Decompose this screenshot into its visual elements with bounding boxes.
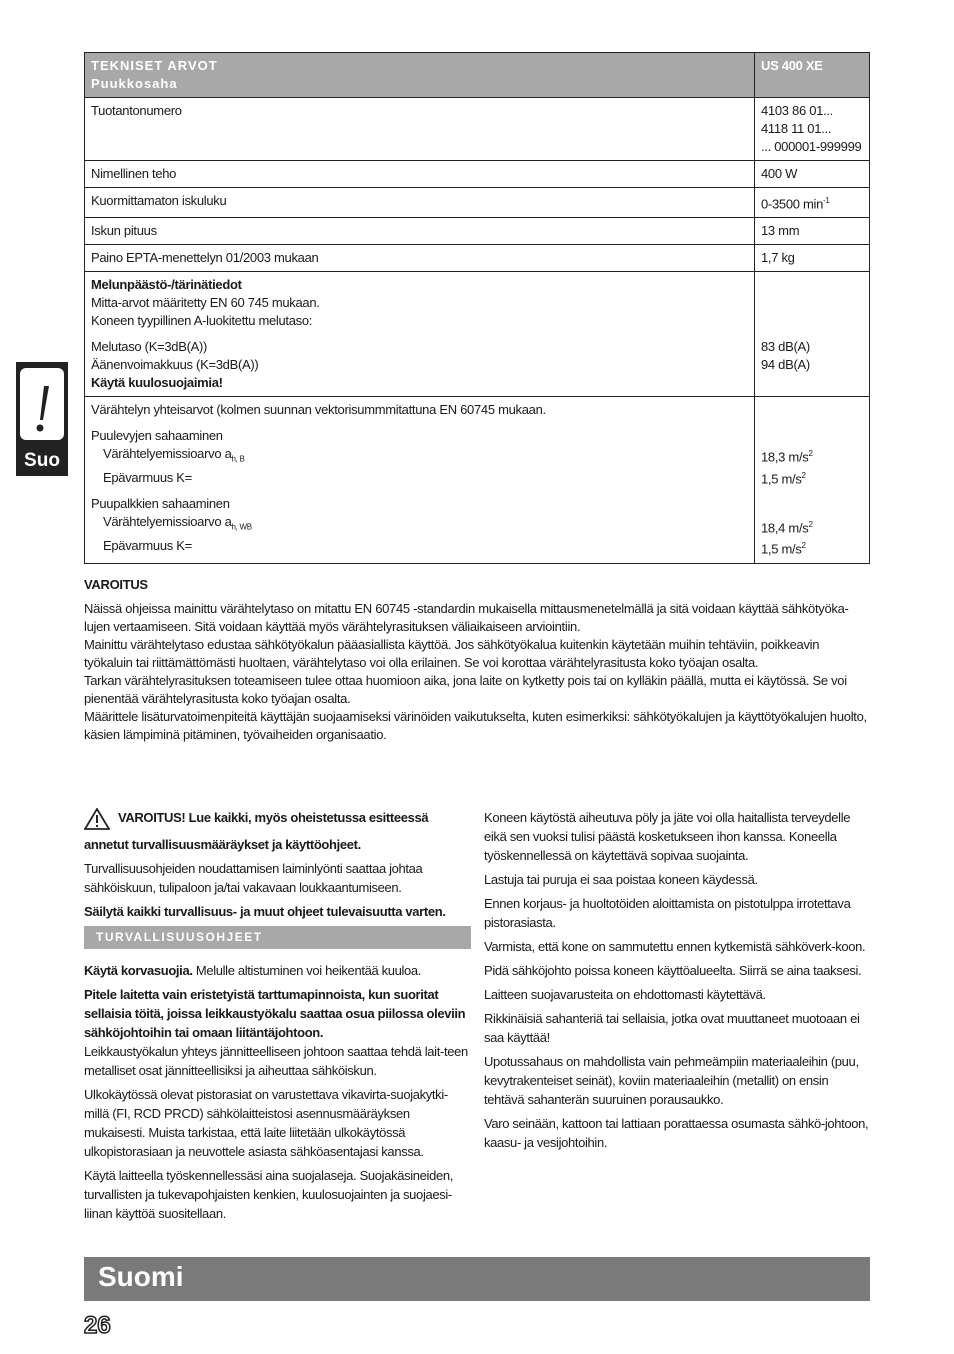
hearing-protection-note: Käytä kuulosuojaimia! — [91, 375, 223, 391]
table-row — [85, 218, 870, 245]
board-sawing-title: Puulevyjen sahaaminen — [91, 428, 223, 444]
paragraph: Upotussahaus on mahdollista vain pehmeämpiin materiaaleihin (puu, kevytrakenteiset seinät), koviin materiaaleihin (metallit) on ensin tehtävä sahanterän suuruinen porausaukko. — [484, 1054, 859, 1107]
paragraph: Rikkinäisiä sahanteriä tai sellaisia, jotka ovat muuttaneet muotoaan ei saa käyttää! — [484, 1011, 860, 1045]
section-title-bar: TURVALLISUUSOHJEET — [84, 926, 471, 949]
header-title: TEKNISET ARVOT — [91, 58, 218, 73]
beam-sawing-title: Puupalkkien sahaaminen — [91, 495, 230, 511]
side-tab-label: Suo — [24, 450, 60, 471]
row-value: 13 mm — [755, 218, 870, 245]
unit-exponent: 2 — [801, 541, 806, 551]
spec-table — [84, 52, 870, 564]
header-subtitle: Puukkosaha — [91, 76, 178, 91]
paragraph: Käytä laitteella työskennellessäsi aina suojalaseja. Suojakäsineiden, turvallisten ja tukevapohjaisten kenkien, kuulosuojainten ja suojaesi-liinan käyttöä suositellaan. — [84, 1168, 453, 1221]
beam-uncertainty-label: Epävarmuus K= — [103, 537, 192, 553]
spec-header-model: US 400 XE — [755, 53, 870, 98]
warning-paragraph: Näissä ohjeissa mainittu värähtelytaso on mitattu EN 60745 -standardin mukaisella mittausmenetelmällä ja sitä voidaan käyttää sähkötyöka-lujen vertaamiseen. Sitä voidaan käyttää myös värähtelyrasituksen väliaikaiseen arviointiin. — [84, 601, 849, 634]
board-emission-sub: h, B — [231, 454, 245, 464]
vibration-values — [755, 397, 870, 563]
row-label: Iskun pituus — [85, 218, 755, 245]
paragraph: Laitteen suojavarusteita on ehdottomasti käytettävä. — [484, 987, 766, 1002]
board-emission-label: Värähtelyemissioarvo a — [103, 446, 232, 462]
paragraph: Turvallisuusohjeiden noudattamisen laiminlyönti saattaa johtaa sähköiskuun, tulipaloon ja/tai vakavaan loukkaantumiseen. — [84, 861, 423, 895]
vibration-warning-heading: VAROITUS — [84, 577, 148, 592]
table-row-vibration — [85, 397, 870, 563]
noise-title: Melunpäästö-/tärinätiedot — [91, 277, 242, 293]
paragraph-bold: Säilytä kaikki turvallisuus- ja muut ohjeet tulevaisuutta varten. — [84, 904, 446, 919]
paragraph — [84, 961, 471, 980]
paragraph: Varo seinään, kattoon tai lattiaan porattaessa osumasta sähkö-johtoon, kaasu- ja vesijohtoihin. — [484, 1116, 869, 1150]
paragraph: Ulkokäytössä olevat pistorasiat on varustettava vikavirta-suojakytki-millä (FI, RCD PRCD) sähkölaitteistosi asennusmääräyksen mukaisesti. Muista tarkistaa, että laite liitetään ulkokäytössä ulkopistorasiaan ja neuvottele asiasta sähköasentajasi kanssa. — [84, 1087, 448, 1159]
beam-emission-value: 18,4 m/s — [761, 520, 809, 536]
board-emission-value: 18,3 m/s — [761, 449, 809, 465]
paragraph: Ennen korjaus- ja huoltotöiden aloittamista on pistotulppa irrotettava pistorasiasta. — [484, 896, 851, 930]
noise-level-label: Melutaso (K=3dB(A)) — [91, 339, 208, 355]
left-column — [84, 808, 471, 1228]
beam-emission-sub: h, WB — [231, 522, 252, 532]
general-warning — [84, 808, 471, 854]
paragraph: Pidä sähköjohto poissa koneen käyttöalueelta. Siirrä se aina taaksesi. — [484, 963, 862, 978]
row-value — [755, 98, 870, 161]
table-row — [85, 188, 870, 218]
unit-exponent: 2 — [801, 470, 806, 480]
noise-level-value: 83 dB(A) — [761, 339, 810, 355]
table-row-noise — [85, 272, 870, 397]
unit-exponent: 2 — [808, 519, 813, 529]
paragraph — [84, 985, 471, 1080]
vibration-warning-block — [84, 576, 870, 744]
paragraph: Koneen käytöstä aiheutuva pöly ja jäte voi olla haitallista terveydelle eikä sen vuoksi tulisi päästä kosketukseen ihon kanssa. Koneella työskennellessä on käytettävä sopivaa suojainta. — [484, 810, 851, 863]
general-warning-text: VAROITUS! Lue kaikki, myös oheistetussa esitteessä annetut turvallisuusmääräykset ja käyttöohjeet. — [84, 810, 429, 852]
ear-protection-bold: Käytä korvasuojia. — [84, 963, 193, 978]
paragraph: Lastuja tai puruja ei saa poistaa koneen käydessä. — [484, 872, 758, 887]
row-label: Nimellinen teho — [85, 161, 755, 188]
vibration-cell — [85, 397, 755, 563]
footer-language-bar — [84, 1257, 870, 1301]
stroke-rate-exponent: -1 — [823, 196, 830, 205]
row-value: 1,7 kg — [755, 245, 870, 272]
noise-cell — [85, 272, 755, 397]
table-row — [85, 161, 870, 188]
noise-power-value: 94 dB(A) — [761, 357, 810, 373]
noise-values — [755, 272, 870, 397]
row-value: 400 W — [755, 161, 870, 188]
warning-paragraph: Tarkan värähtelyrasituksen toteamiseen tulee ottaa huomioon aika, jona laite on kytketty pois tai on kylläkin päällä, mutta ei käytössä. Se voi pienentää värähtelyrasitusta koko työajan osalta. — [84, 673, 847, 706]
table-row — [85, 245, 870, 272]
footer-title: Suomi — [98, 1261, 184, 1292]
noise-line1: Mitta-arvot määritetty EN 60 745 mukaan. — [91, 295, 320, 311]
row-value — [755, 188, 870, 218]
warning-icon — [20, 368, 64, 440]
product-number-1: 4103 86 01... — [761, 103, 833, 118]
warning-triangle-icon — [84, 808, 110, 835]
beam-emission-label: Värähtelyemissioarvo a — [103, 513, 232, 529]
beam-uncertainty-value: 1,5 m/s — [761, 541, 802, 557]
board-uncertainty-label: Epävarmuus K= — [103, 469, 192, 485]
paragraph: Varmista, että kone on sammutettu ennen kytkemistä sähköverk-koon. — [484, 939, 866, 954]
page-number: 26 — [84, 1312, 111, 1339]
warning-paragraph: Mainittu värähtelytaso edustaa sähkötyökalun pääasiallista käyttöä. Jos sähkötyökalua kuitenkin käytetään muihin tehtäviin, poikkeavin työkaluin tai riittämättömästi huoltaen, värähtelytaso voi olla erilainen. Se voi korottaa värähtelyrasitusta koko työajan osalta. — [84, 637, 820, 670]
language-side-tab — [16, 362, 68, 476]
unit-exponent: 2 — [808, 449, 813, 459]
spec-table-header — [85, 53, 870, 98]
row-label: Paino EPTA-menettelyn 01/2003 mukaan — [85, 245, 755, 272]
stroke-rate-value: 0-3500 min — [761, 196, 824, 212]
insulated-grip-text: Leikkaustyökalun yhteys jännitteelliseen johtoon saattaa tehdä lait-teen metalliset osat jännitteellisiksi ja aiheuttaa sähköiskun. — [84, 1044, 468, 1078]
warning-paragraph: Määrittele lisäturvatoimenpiteitä käyttäjän suojaamiseksi värinöiden vaikutukselta, kuten esimerkiksi: sähkötyökalujen ja käyttötyökalujen huolto, käsien lämpiminä pitäminen, työvaiheiden organisaatio. — [84, 709, 867, 742]
row-label: Tuotantonumero — [85, 98, 755, 161]
insulated-grip-bold: Pitele laitetta vain eristetyistä tarttumapinnoista, kun suoritat sellaisia töitä, joissa leikkaustyökalu saattaa osua piilossa oleviin sähköjohtoihin tai omaan liitäntäjohtoon. — [84, 987, 466, 1040]
product-number-2: 4118 11 01... — [761, 121, 832, 136]
row-label: Kuormittamaton iskuluku — [85, 188, 755, 218]
right-column — [484, 808, 871, 1157]
vibration-intro: Värähtelyn yhteisarvot (kolmen suunnan vektorisummmitattuna EN 60745 mukaan. — [91, 402, 546, 418]
table-row — [85, 98, 870, 161]
product-number-range: ... 000001-999999 — [761, 139, 862, 154]
board-uncertainty-value: 1,5 m/s — [761, 470, 802, 486]
spec-header-title — [85, 53, 755, 98]
noise-line2: Koneen tyypillinen A-luokitettu melutaso: — [91, 313, 313, 329]
noise-power-label: Äänenvoimakkuus (K=3dB(A)) — [91, 357, 259, 373]
ear-protection-text: Melulle altistuminen voi heikentää kuuloa. — [192, 963, 422, 978]
